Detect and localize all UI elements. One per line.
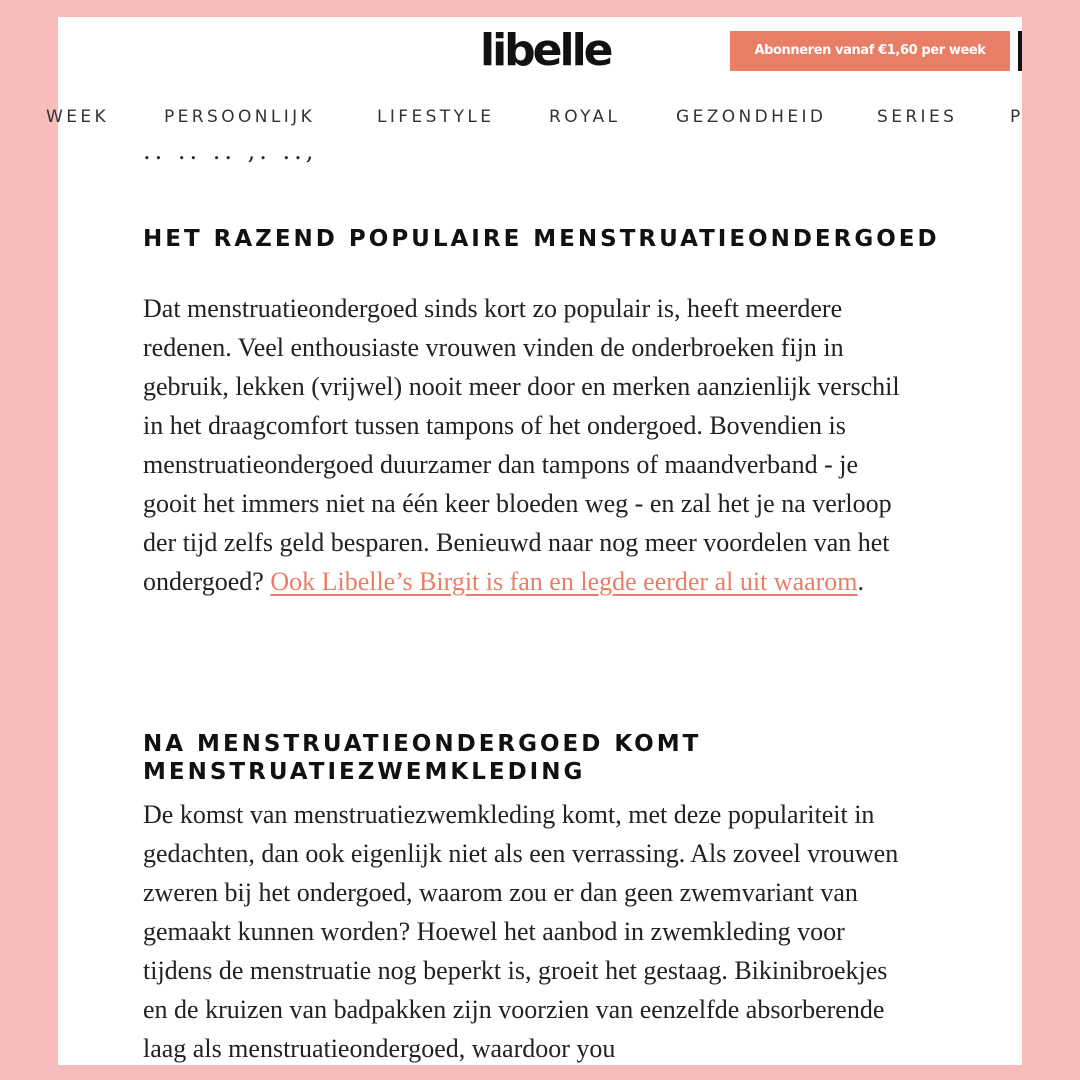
nav-item-cut-off[interactable]: P bbox=[1010, 107, 1024, 127]
nav-item-week[interactable]: WEEK bbox=[46, 107, 110, 127]
nav-item-lifestyle[interactable]: LIFESTYLE bbox=[377, 107, 495, 127]
section-heading-menstruatiezwemkleding: NA MENSTRUATIEONDERGOED KOMT MENSTRUATIEZWEMKLEDING bbox=[143, 731, 702, 785]
section-paragraph-2: De komst van menstruatiezwemkleding komt, met deze populariteit in gedachten, dan ook eigenlijk niet als een verrassing. Als zoveel vrouwen zweren bij het ondergoed, waarom zou er dan geen zwemvariant van gemaakt kunnen worden? Hoewel het aanbod in zwemkleding voor tijdens de menstruatie nog beperkt is, groeit het gestaag. Bikinibroekjes en de kruizen van badpakken zijn voorzien van eenzelfde absorberende laag als menstruatieondergoed, waardoor you bbox=[143, 800, 899, 1063]
subscribe-button[interactable]: Abonneren vanaf €1,60 per week bbox=[730, 31, 1010, 71]
nav-item-persoonlijk[interactable]: PERSOONLIJK bbox=[164, 107, 316, 127]
section-heading-menstruatieondergoed: HET RAZEND POPULAIRE MENSTRUATIEONDERGOED bbox=[143, 226, 940, 252]
main-navigation bbox=[46, 97, 1024, 141]
paragraph-text: Dat menstruatieondergoed sinds kort zo populair is, heeft meerdere redenen. Veel enthousiaste vrouwen vinden de onderbroeken fijn in gebruik, lekken (vrijwel) nooit meer door en merken aanzienlijk verschil in het draagcomfort tussen tampons of het ondergoed. Bovendien is menstruatieondergoed duurzamer dan tampons of maandverband - je gooit het immers niet na één keer bloeden weg - en zal het je na verloop der tijd zelfs geld besparen. Benieuwd naar nog meer voordelen van het ondergoed? bbox=[143, 294, 900, 596]
paragraph-end: . bbox=[857, 567, 865, 596]
cut-off-text-line: .. .. .. ,. .., bbox=[143, 137, 318, 165]
browser-viewport bbox=[46, 17, 1024, 1065]
nav-item-gezondheid[interactable]: GEZONDHEID bbox=[676, 107, 827, 127]
nav-item-series[interactable]: SERIES bbox=[877, 107, 958, 127]
birgit-article-link[interactable]: Ook Libelle’s Birgit is fan en legde eerder al uit waarom bbox=[270, 567, 858, 596]
nav-item-royal[interactable]: ROYAL bbox=[549, 107, 621, 127]
cut-off-header-element bbox=[1018, 31, 1022, 71]
site-header bbox=[58, 17, 1022, 97]
section-paragraph-1 bbox=[143, 289, 913, 601]
libelle-logo[interactable]: libelle bbox=[480, 25, 611, 76]
